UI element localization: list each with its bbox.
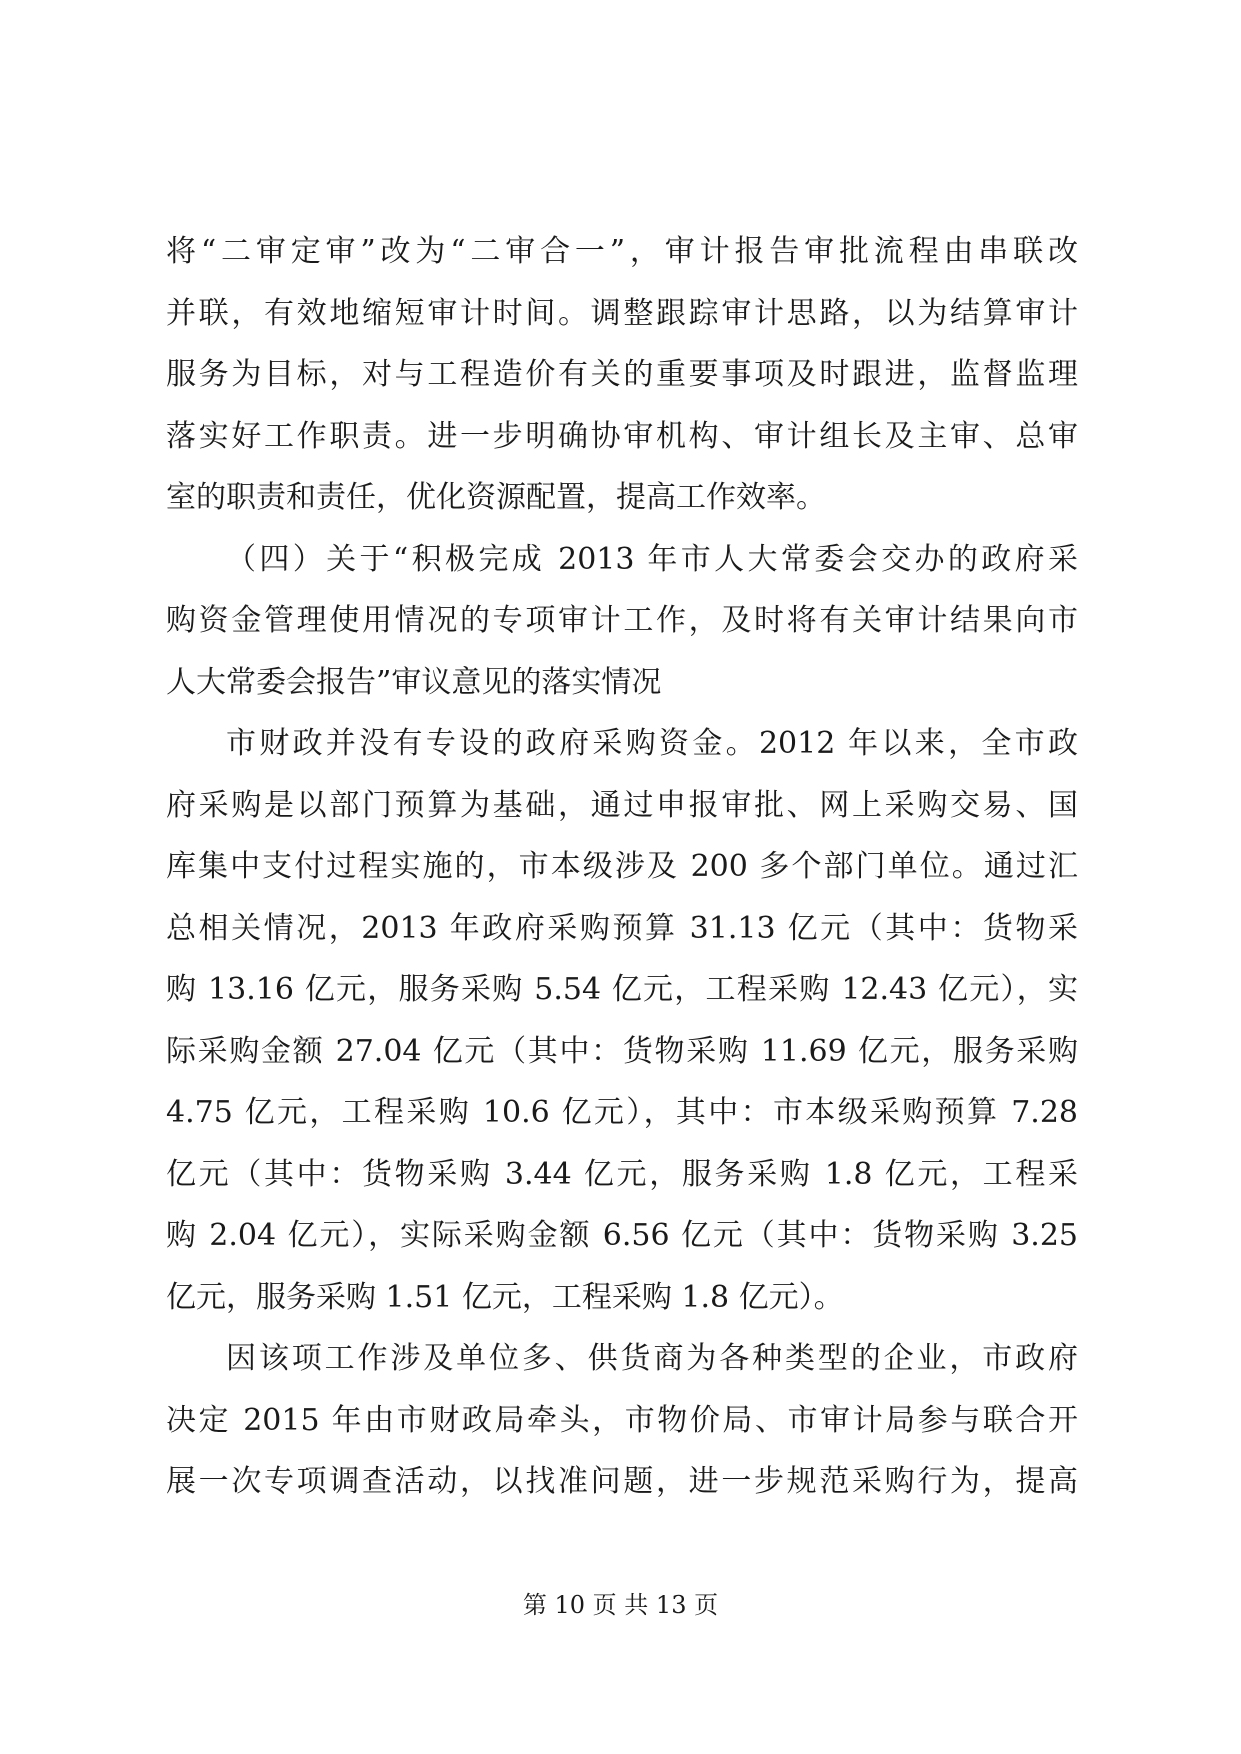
body-line: 亿元（其中：货物采购 3.44 亿元，服务采购 1.8 亿元，工程采 — [166, 1156, 1078, 1192]
body-line: 服务为目标，对与工程造价有关的重要事项及时跟进，监督监理 — [166, 357, 1078, 392]
body-line: 因该项工作涉及单位多、供货商为各种类型的企业，市政府 — [226, 1341, 1078, 1376]
body-line: 室的职责和责任，优化资源配置，提高工作效率。 — [166, 480, 826, 515]
body-line: 展一次专项调查活动，以找准问题，进一步规范采购行为，提高 — [166, 1464, 1078, 1499]
body-line: 4.75 亿元，工程采购 10.6 亿元），其中：市本级采购预算 7.28 — [166, 1095, 1078, 1130]
body-line: 落实好工作职责。进一步明确协审机构、审计组长及主审、总审 — [166, 418, 1078, 454]
section-heading-line: 购资金管理使用情况的专项审计工作，及时将有关审计结果向市 — [166, 603, 1078, 638]
body-line: 库集中支付过程实施的，市本级涉及 200 多个部门单位。通过汇 — [166, 849, 1078, 884]
body-line: 市财政并没有专设的政府采购资金。2012 年以来，全市政 — [226, 726, 1078, 761]
page-number: 第 10 页 共 13 页 — [522, 1591, 719, 1619]
body-line: 并联，有效地缩短审计时间。调整跟踪审计思路，以为结算审计 — [166, 295, 1078, 331]
body-line: 决定 2015 年由市财政局牵头，市物价局、市审计局参与联合开 — [166, 1402, 1078, 1438]
body-line: 购 13.16 亿元，服务采购 5.54 亿元，工程采购 12.43 亿元），实 — [166, 972, 1078, 1007]
section-heading-line: （四）关于“积极完成 2013 年市人大常委会交办的政府采 — [226, 541, 1078, 577]
section-heading-line: 人大常委会报告”审议意见的落实情况 — [166, 664, 662, 700]
document-body — [166, 226, 1078, 1518]
body-line: 总相关情况，2013 年政府采购预算 31.13 亿元（其中：货物采 — [166, 910, 1078, 946]
body-line: 亿元，服务采购 1.51 亿元，工程采购 1.8 亿元）。 — [166, 1279, 844, 1315]
body-line: 购 2.04 亿元），实际采购金额 6.56 亿元（其中：货物采购 3.25 — [166, 1218, 1078, 1253]
body-line: 际采购金额 27.04 亿元（其中：货物采购 11.69 亿元，服务采购 — [166, 1033, 1078, 1069]
body-line: 府采购是以部门预算为基础，通过申报审批、网上采购交易、国 — [166, 787, 1078, 823]
body-line: 将“二审定审”改为“二审合一”，审计报告审批流程由串联改 — [166, 234, 1078, 269]
